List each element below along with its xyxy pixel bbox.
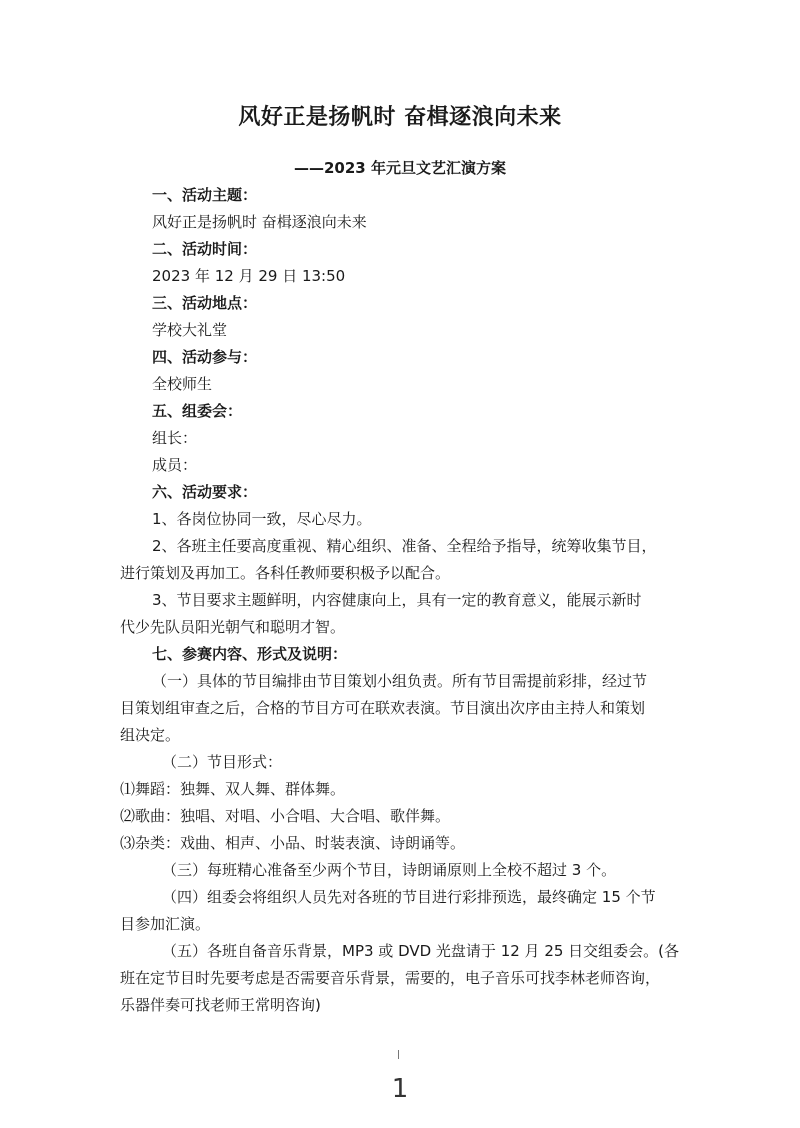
paragraph-line: （三）每班精心准备至少两个节目，诗朗诵原则上全校不超过 3 个。 xyxy=(162,861,617,879)
section-heading-location: 三、活动地点： xyxy=(152,294,258,312)
paragraph-line: ⑵歌曲：独唱、对唱、小合唱、大合唱、歌伴舞。 xyxy=(120,807,451,825)
paragraph-line: 全校师生 xyxy=(152,375,213,393)
footer-divider-mark xyxy=(398,1050,399,1059)
section-heading-theme: 一、活动主题： xyxy=(152,186,258,204)
document-title: 风好正是扬帆时 奋楫逐浪向未来 xyxy=(238,105,562,130)
paragraph-line: （五）各班自备音乐背景，MP3 或 DVD 光盘请于 12 月 25 日交组委会。(各 xyxy=(162,942,680,960)
paragraph-line: 组决定。 xyxy=(120,726,181,744)
paragraph-line: 成员： xyxy=(152,456,198,474)
paragraph-line: 代少先队员阳光朝气和聪明才智。 xyxy=(120,618,346,636)
paragraph-line: （二）节目形式： xyxy=(162,753,283,771)
paragraph-line: 班在定节目时先要考虑是否需要音乐背景，需要的，电子音乐可找李林老师咨询， xyxy=(120,969,661,987)
paragraph-line: 2023 年 12 月 29 日 13:50 xyxy=(152,267,346,285)
section-heading-participants: 四、活动参与： xyxy=(152,348,258,366)
paragraph-line: 2、各班主任要高度重视、精心组织、准备、全程给予指导，统筹收集节目， xyxy=(152,537,657,555)
paragraph-line: 目策划组审查之后，合格的节目方可在联欢表演。节目演出次序由主持人和策划 xyxy=(120,699,646,717)
paragraph-line: 1、各岗位协同一致，尽心尽力。 xyxy=(152,510,372,528)
paragraph-line: 进行策划及再加工。各科任教师要积极予以配合。 xyxy=(120,564,451,582)
section-heading-time: 二、活动时间： xyxy=(152,240,258,258)
section-heading-requirements: 六、活动要求： xyxy=(152,483,258,501)
paragraph-line: 目参加汇演。 xyxy=(120,915,211,933)
paragraph-line: （四）组委会将组织人员先对各班的节目进行彩排预选，最终确定 15 个节 xyxy=(162,888,656,906)
section-heading-contents: 七、参赛内容、形式及说明： xyxy=(152,645,348,663)
paragraph-line: 3、节目要求主题鲜明，内容健康向上，具有一定的教育意义，能展示新时 xyxy=(152,591,642,609)
paragraph-line: ⑶杂类：戏曲、相声、小品、时装表演、诗朗诵等。 xyxy=(120,834,466,852)
paragraph-line: ⑴舞蹈：独舞、双人舞、群体舞。 xyxy=(120,780,346,798)
page-number: 1 xyxy=(391,1074,409,1104)
section-heading-committee: 五、组委会： xyxy=(152,402,243,420)
paragraph-line: （一）具体的节目编排由节目策划小组负责。所有节目需提前彩排，经过节 xyxy=(152,672,648,690)
paragraph-line: 风好正是扬帆时 奋楫逐浪向未来 xyxy=(152,213,367,231)
paragraph-line: 组长： xyxy=(152,429,198,447)
paragraph-line: 学校大礼堂 xyxy=(152,321,228,339)
paragraph-line: 乐器伴奏可找老师王常明咨询) xyxy=(120,996,321,1014)
document-subtitle: ——2023 年元旦文艺汇演方案 xyxy=(294,159,506,177)
